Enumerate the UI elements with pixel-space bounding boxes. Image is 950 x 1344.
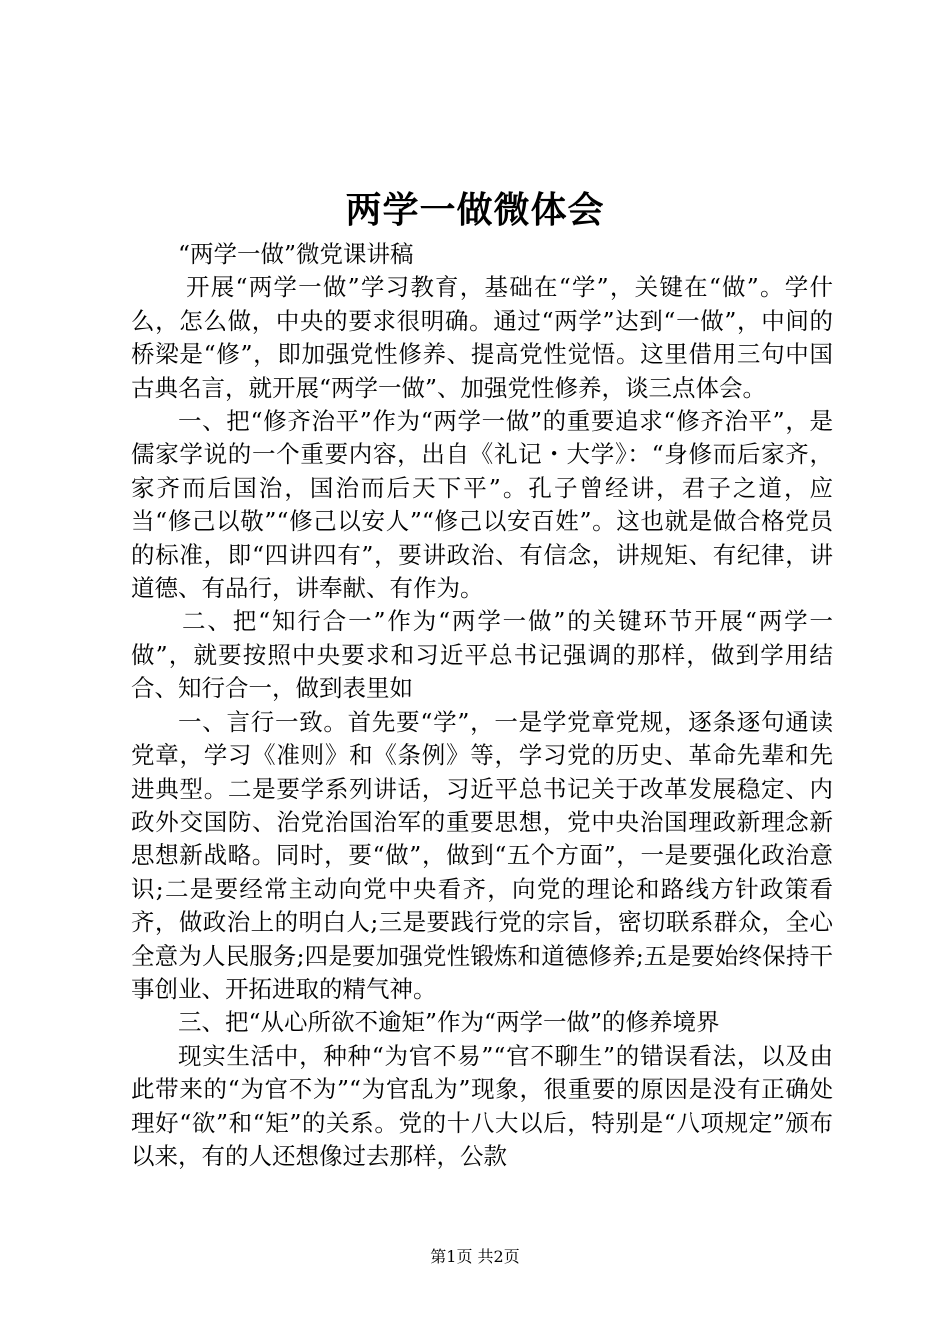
paragraph-section-three-heading: 三、把“从心所欲不逾矩”作为“两学一做”的修养境界: [178, 1008, 720, 1037]
paragraph-reality: 现实生活中，种种“为官不易”“官不聊生”的错误看法，以及由此带来的“为官不为”“为官乱为”现象，很重要的原因是没有正确处理好“欲”和“矩”的关系。党的十八大以后，特别是“八项规定”颁布以来，有的人还想像过去那样，公款: [131, 1041, 833, 1170]
document-title: 两学一做微体会: [345, 189, 605, 231]
paragraph-consistency: 一、言行一致。首先要“学”，一是学党章党规，逐条逐句通读党章，学习《准则》和《条例》等，学习党的历史、革命先辈和先进典型。二是要学系列讲话，习近平总书记关于改革发展稳定、内政外交国防、治党治国治军的重要思想，党中央治国理政新理念新思想新战略。同时，要“做”，做到“五个方面”，一是要强化政治意识;二是要经常主动向党中央看齐，向党的理论和路线方针政策看齐，做政治上的明白人;三是要践行党的宗旨，密切联系群众，全心全意为人民服务;四是要加强党性锻炼和道德修养;五是要始终保持干事创业、开拓进取的精气神。: [131, 707, 833, 1003]
document-body: [131, 238, 833, 1173]
document-subtitle: “两学一做”微党课讲稿: [178, 240, 414, 268]
paragraph-intro: 开展“两学一做”学习教育，基础在“学”，关键在“做”。学什么，怎么做，中央的要求很明确。通过“两学”达到“一做”，中间的桥梁是“修”，即加强党性修养、提高党性觉悟。这里借用三句中国古典名言，就开展“两学一做”、加强党性修养，谈三点体会。: [131, 273, 833, 402]
paragraph-section-two: 二、把“知行合一”作为“两学一做”的关键环节开展“两学一做”，就要按照中央要求和习近平总书记强调的那样，做到学用结合、知行合一，做到表里如: [131, 607, 833, 703]
page-footer: 第1页 共2页: [430, 1247, 520, 1266]
paragraph-section-one: 一、把“修齐治平”作为“两学一做”的重要追求“修齐治平”，是儒家学说的一个重要内容，出自《礼记・大学》：“身修而后家齐，家齐而后国治，国治而后天下平”。孔子曾经讲，君子之道，应当“修己以敬”“修己以安人”“修己以安百姓”。这也就是做合格党员的标准，即“四讲四有”，要讲政治、有信念，讲规矩、有纪律，讲道德、有品行，讲奉献、有作为。: [131, 407, 833, 603]
